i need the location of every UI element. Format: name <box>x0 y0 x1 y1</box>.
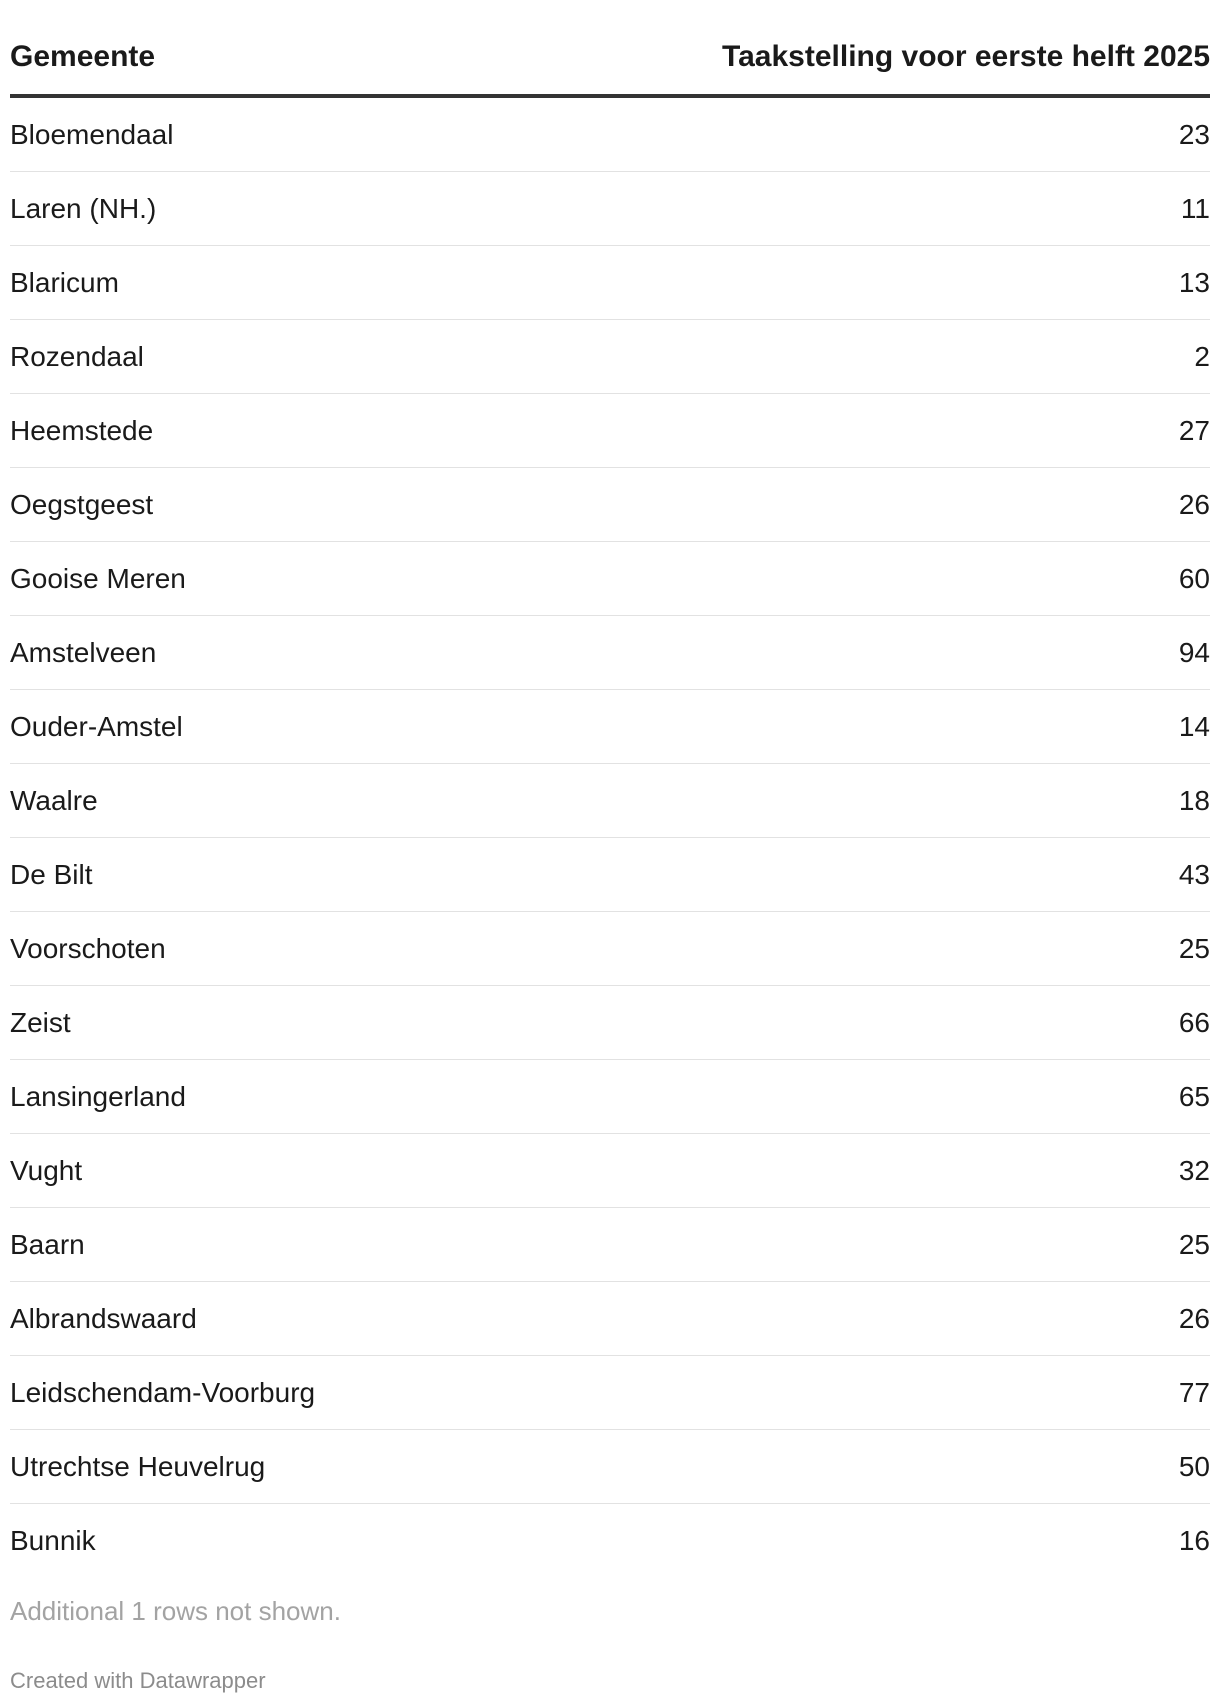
gemeente-cell: Amstelveen <box>10 636 157 668</box>
gemeente-cell: Zeist <box>10 1006 71 1038</box>
gemeente-cell: Laren (NH.) <box>10 192 157 224</box>
table-row <box>10 912 1210 986</box>
gemeente-cell: Voorschoten <box>10 932 166 964</box>
taakstelling-cell: 25 <box>1178 932 1210 964</box>
table-body <box>10 98 1210 1578</box>
taakstelling-cell: 60 <box>1178 562 1210 594</box>
gemeente-cell: Utrechtse Heuvelrug <box>10 1450 266 1482</box>
table-row <box>10 320 1210 394</box>
gemeente-cell: Albrandswaard <box>10 1302 197 1334</box>
table-row <box>10 1282 1210 1356</box>
gemeente-cell: Gooise Meren <box>10 562 186 594</box>
table-row <box>10 542 1210 616</box>
taakstelling-cell: 25 <box>1178 1228 1210 1260</box>
taakstelling-cell: 26 <box>1178 1302 1210 1334</box>
data-table <box>10 0 1210 1578</box>
taakstelling-cell: 26 <box>1178 488 1210 520</box>
gemeente-cell: Oegstgeest <box>10 488 154 520</box>
table-header <box>10 0 1210 98</box>
taakstelling-cell: 43 <box>1178 858 1210 890</box>
table-row <box>10 690 1210 764</box>
gemeente-cell: Ouder-Amstel <box>10 710 183 742</box>
taakstelling-cell: 14 <box>1178 710 1210 742</box>
taakstelling-cell: 13 <box>1178 266 1210 298</box>
table-row <box>10 616 1210 690</box>
taakstelling-cell: 16 <box>1178 1525 1210 1556</box>
table-row <box>10 98 1210 172</box>
gemeente-cell: Leidschendam-Voorburg <box>10 1376 316 1408</box>
taakstelling-cell: 65 <box>1178 1080 1210 1112</box>
taakstelling-cell: 2 <box>1194 340 1210 372</box>
gemeente-cell: Vught <box>10 1154 83 1186</box>
gemeente-cell: Waalre <box>10 784 98 816</box>
table-row <box>10 246 1210 320</box>
column-header-gemeente[interactable]: Gemeente <box>10 40 156 73</box>
table-row <box>10 1356 1210 1430</box>
table-row <box>10 172 1210 246</box>
table-row <box>10 1134 1210 1208</box>
taakstelling-cell: 94 <box>1178 636 1210 668</box>
taakstelling-cell: 50 <box>1178 1450 1210 1482</box>
datawrapper-credit[interactable]: Created with Datawrapper <box>10 1668 266 1693</box>
taakstelling-cell: 18 <box>1178 784 1210 816</box>
gemeente-cell: Rozendaal <box>10 340 144 372</box>
column-header-taakstelling[interactable]: Taakstelling voor eerste helft 2025 <box>722 40 1210 73</box>
taakstelling-cell: 23 <box>1178 118 1210 150</box>
table-row <box>10 1208 1210 1282</box>
table-row <box>10 394 1210 468</box>
gemeente-cell: Baarn <box>10 1228 85 1260</box>
taakstelling-cell: 27 <box>1178 414 1210 446</box>
rows-not-shown-note: Additional 1 rows not shown. <box>10 1596 341 1626</box>
table-row <box>10 1504 1210 1578</box>
table-row <box>10 1060 1210 1134</box>
table-row <box>10 838 1210 912</box>
gemeente-cell: Heemstede <box>10 414 154 446</box>
gemeente-cell: Bloemendaal <box>10 118 174 150</box>
table-row <box>10 468 1210 542</box>
taakstelling-cell: 66 <box>1178 1006 1210 1038</box>
table-row <box>10 1430 1210 1504</box>
gemeente-cell: De Bilt <box>10 858 93 890</box>
gemeente-cell: Blaricum <box>10 266 119 298</box>
table-row <box>10 986 1210 1060</box>
taakstelling-cell: 32 <box>1178 1154 1210 1186</box>
taakstelling-cell: 77 <box>1178 1376 1210 1408</box>
gemeente-cell: Lansingerland <box>10 1080 186 1112</box>
gemeente-cell: Bunnik <box>10 1525 96 1556</box>
table-row <box>10 764 1210 838</box>
taakstelling-cell: 11 <box>1180 192 1210 224</box>
